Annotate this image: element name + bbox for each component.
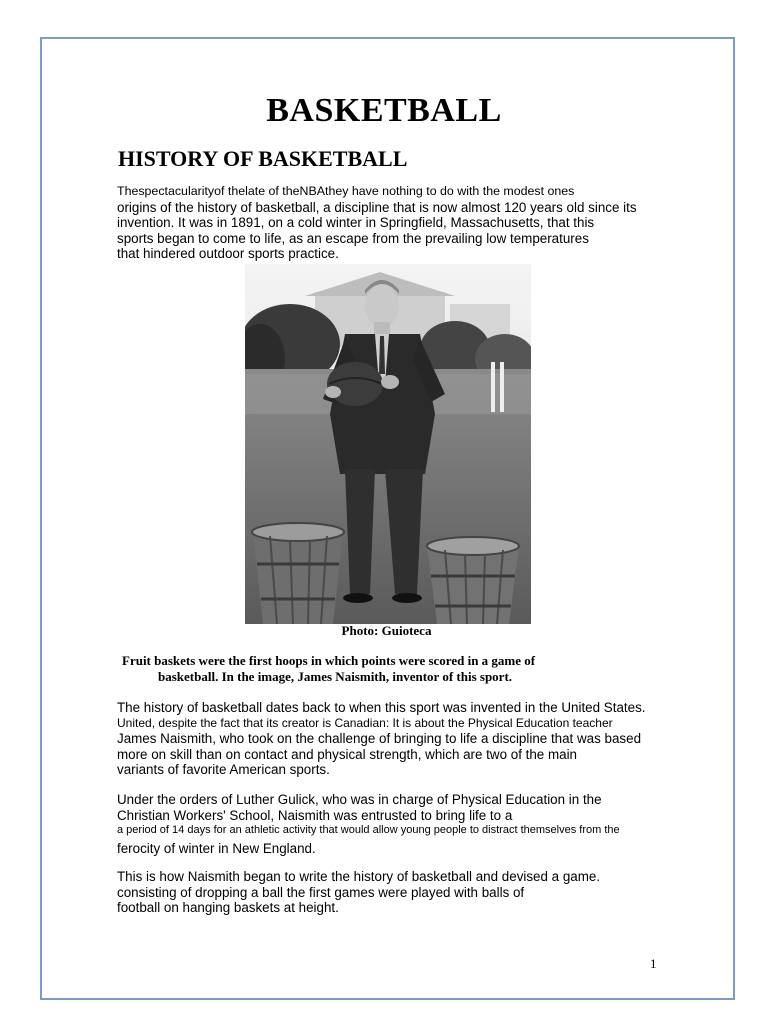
intro-line: Thespectacularityof thelate of theNBAthey have nothing to do with the modest ones [117,184,575,198]
paragraph-line: ferocity of winter in New England. [117,840,316,856]
caption-line: basketball. In the image, James Naismith, inventor of this sport. [158,669,513,684]
intro-line: invention. It was in 1891, on a cold winter in Springfield, Massachusetts, that this [117,215,595,230]
naismith-photo [245,264,531,624]
paragraph-line: United, despite the fact that its creator is Canadian: It is about the Physical Education teacher [117,715,613,730]
intro-line: origins of the history of basketball, a discipline that is now almost 120 years old since its [117,199,637,215]
paragraph-line: Under the orders of Luther Gulick, who was in charge of Physical Education in the [117,792,602,807]
paragraph-line: James Naismith, who took on the challenge of bringing to life a discipline that was based [117,731,642,746]
paragraph-line: Christian Workers' School, Naismith was entrusted to bring life to a [117,807,513,823]
section-heading: HISTORY OF BASKETBALL [118,146,408,171]
photo-credit: Photo: Guioteca [341,623,432,638]
naismith-game-paragraph [117,869,662,916]
paragraph-line: variants of favorite American sports. [117,762,330,777]
paragraph-line: football on hanging baskets at height. [117,900,339,915]
paragraph-line: The history of basketball dates back to when this sport was invented in the United States. [117,700,646,715]
paragraph-line: a period of 14 days for an athletic activity that would allow young people to distract themselves from the [117,824,620,836]
naismith-photo-image [245,264,531,624]
intro-paragraph [117,184,662,262]
paragraph-line: This is how Naismith began to write the history of basketball and devised a game. [117,869,601,884]
paragraph-line: more on skill than on contact and physical strength, which are two of the main [117,746,577,762]
page-number: 1 [650,956,657,971]
paragraph-line: consisting of dropping a ball the first games were played with balls of [117,884,525,900]
gulick-paragraph [117,792,662,856]
intro-line: sports began to come to life, as an escape from the prevailing low temperatures [117,230,589,246]
history-paragraph [117,700,662,778]
document-title: BASKETBALL [266,92,502,129]
caption-line: Fruit baskets were the first hoops in which points were scored in a game of [122,653,536,668]
intro-line: that hindered outdoor sports practice. [117,246,339,261]
photo-caption [122,653,682,685]
